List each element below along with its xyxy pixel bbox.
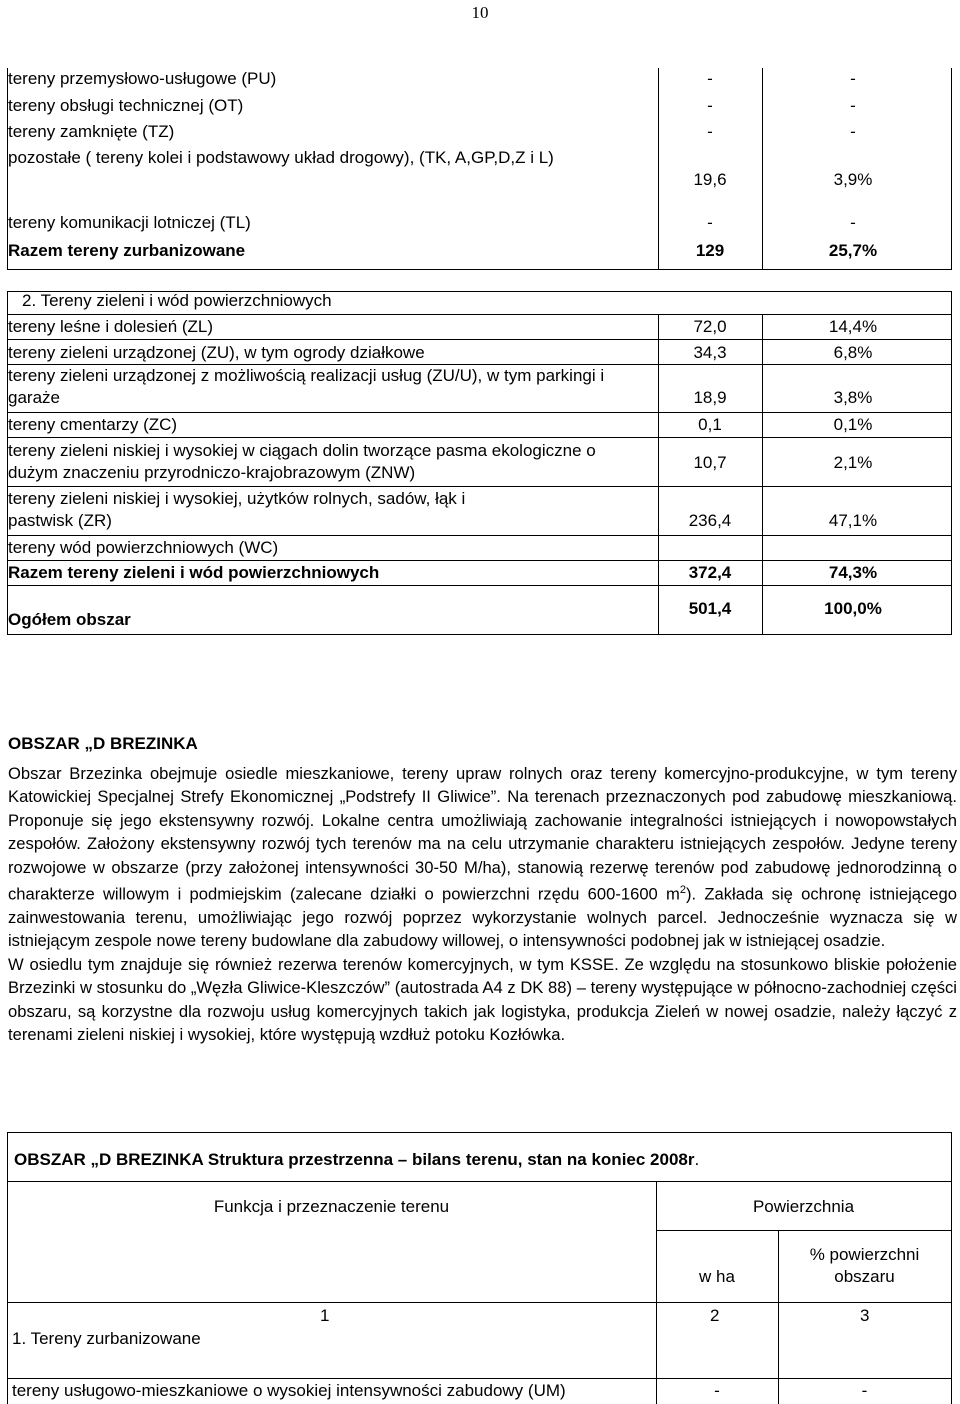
row-label: tereny wód powierzchniowych (WC) xyxy=(8,538,279,557)
group-heading: 2. Tereny zieleni i wód powierzchniowych xyxy=(22,291,332,310)
row-pct: 14,4% xyxy=(828,317,878,336)
row-ha: 10,7 xyxy=(693,453,727,472)
row-label: tereny usługowo-mieszkaniowe o wysokiej intensywności zabudowy (UM) xyxy=(12,1381,566,1400)
row-label: tereny leśne i dolesień (ZL) xyxy=(8,317,214,336)
row-ha: 19,6 xyxy=(693,170,727,189)
row-pct: 2,1% xyxy=(833,453,873,472)
header-pct: % powierzchni obszaru xyxy=(809,1245,920,1286)
table-border xyxy=(7,1132,8,1404)
table-border xyxy=(7,535,952,536)
row-pct: - xyxy=(850,69,856,88)
row-pct: 25,7% xyxy=(828,241,878,260)
row-pct: 3,9% xyxy=(833,170,873,189)
row-pct: 100,0% xyxy=(824,599,882,618)
row-ha: - xyxy=(707,69,713,88)
column-number: 3 xyxy=(860,1306,870,1325)
header-function: Funkcja i przeznaczenie terenu xyxy=(213,1197,450,1216)
row-ha: - xyxy=(707,96,713,115)
row-pct: 3,8% xyxy=(833,388,873,407)
row-label: tereny zamknięte (TZ) xyxy=(8,122,175,141)
table-border xyxy=(951,1132,952,1404)
table-border xyxy=(7,560,952,561)
table-border xyxy=(7,486,952,487)
row-pct: 74,3% xyxy=(828,563,878,582)
table-border xyxy=(7,1302,952,1303)
table-border xyxy=(762,314,763,635)
table-border xyxy=(7,634,952,635)
table-border xyxy=(951,68,952,270)
header-ha: w ha xyxy=(699,1267,735,1286)
table-border xyxy=(7,585,952,586)
row-label: tereny zieleni urządzonej z możliwością realizacji usług (ZU/U), w tym parkingi i garaże xyxy=(8,366,605,407)
row-label: pozostałe ( tereny kolei i podstawowy układ drogowy), (TK, A,GP,D,Z i L) xyxy=(8,148,554,167)
row-label: tereny przemysłowo-usługowe (PU) xyxy=(8,69,277,88)
table-title xyxy=(14,1149,944,1171)
section-heading: OBSZAR „D BREZINKA xyxy=(8,734,198,753)
paragraph xyxy=(8,762,957,953)
row-label: Ogółem obszar xyxy=(8,610,131,629)
table-border xyxy=(7,1378,952,1379)
row-ha: 34,3 xyxy=(693,343,727,362)
table-border xyxy=(7,437,952,438)
table-title-end: . xyxy=(694,1150,700,1169)
page-number: 10 xyxy=(471,3,489,22)
row-label: Razem tereny zurbanizowane xyxy=(8,241,246,260)
table-border xyxy=(7,269,952,270)
row-pct: 0,1% xyxy=(833,415,873,434)
section-body xyxy=(8,762,957,1046)
header-area: Powierzchnia xyxy=(752,1197,855,1216)
row-ha: - xyxy=(707,122,713,141)
row-ha: 372,4 xyxy=(688,563,732,582)
row-ha: 72,0 xyxy=(693,317,727,336)
row-ha: - xyxy=(714,1381,720,1400)
table-border xyxy=(951,291,952,635)
column-number: 2 xyxy=(710,1306,720,1325)
row-label: tereny cmentarzy (ZC) xyxy=(8,415,178,434)
row-label: tereny zieleni niskiej i wysokiej, użytków rolnych, sadów, łąk i pastwisk (ZR) xyxy=(8,489,466,530)
row-ha: 18,9 xyxy=(693,388,727,407)
paragraph: W osiedlu tym znajduje się również rezerwa terenów komercyjnych, w tym KSSE. Ze względu na stosunkowo bliskie położenie Brzezinki w stosunku do „Węzła Gliwice-Kleszczów” (autostrada A4 z DK 88) – tereny występujące w północno-zachodniej części obszaru, są korzystne dla rozwoju usług komercyjnych takich jak logistyka, produkcja Zieleń w nowej osadzie, należy łączyć z terenami zieleni niskiej i wysokiej, które występują wzdłuż potoku Kozłówka. xyxy=(8,954,957,1044)
row-ha: 0,1 xyxy=(698,415,722,434)
row-ha: 129 xyxy=(695,241,725,260)
superscript: 2 xyxy=(679,884,686,897)
row-label: tereny obsługi technicznej (OT) xyxy=(8,96,244,115)
table-border xyxy=(7,1181,952,1182)
row-label: tereny zieleni urządzonej (ZU), w tym ogrody działkowe xyxy=(8,343,425,362)
table-border xyxy=(7,314,952,315)
table-border xyxy=(7,412,952,413)
group-heading: 1. Tereny zurbanizowane xyxy=(12,1329,201,1348)
table-title-text: OBSZAR „D BREZINKA Struktura przestrzenna – bilans terenu, stan na koniec 2008r xyxy=(14,1150,695,1169)
row-pct: - xyxy=(861,1381,868,1400)
row-pct: - xyxy=(850,96,856,115)
row-ha: 501,4 xyxy=(688,599,732,618)
row-label: Razem tereny zieleni i wód powierzchniowych xyxy=(8,563,380,582)
row-label: tereny komunikacji lotniczej (TL) xyxy=(8,213,251,232)
table-border xyxy=(762,68,763,270)
row-label: tereny zieleni niskiej i wysokiej w ciągach dolin tworzące pasma ekologiczne o dużym znaczeniu przyrodniczo-krajobrazowym (ZNW) xyxy=(8,441,596,482)
paragraph-text: Obszar Brzezinka obejmuje osiedle mieszkaniowe, tereny upraw rolnych oraz tereny komercyjno-produkcyjne, w tym tereny Katowickiej Specjalnej Strefy Ekonomicznej „Podstrefy II Gliwice”. Na terenach przeznaczonych pod zabudowę mieszkaniową. Proponuje się jego ekstensywny rozwój. Lokalne centra umożliwiają zachowanie integralności istniejących i nowopowstałych zespołów. Założony ekstensywny rozwój tych terenów ma na celu utrzymanie charakteru istniejących zespołów. Jedyne tereny rozwojowe w obszarze (przy założonej intensywności 30-50 M/ha), stanowią rezerwę terenów pod zabudowę jednorodzinną o charakterze willowym i podmiejskim (zalecane działki o powierzchni rzędu 600-1600 m xyxy=(8,764,957,904)
row-pct: 47,1% xyxy=(828,511,878,530)
table-border xyxy=(7,1132,952,1133)
table-border xyxy=(7,339,952,340)
paragraph-text: ). Zakłada się ochronę istniejącego zainwestowania terenu, umożliwiając jego rozwój poprzez wykorzystanie wolnych parcel. Jednocześnie wyznacza się w istniejącym zespole nowe tereny budowlane dla zabudowy willowej, o intensywności podobnej jak w istniejącej osadzie. xyxy=(8,884,957,951)
row-ha: 236,4 xyxy=(688,511,732,530)
row-pct: - xyxy=(850,122,856,141)
row-pct: - xyxy=(850,213,856,232)
column-number: 1 xyxy=(320,1306,330,1325)
table-border xyxy=(656,1230,952,1231)
row-pct: 6,8% xyxy=(833,343,873,362)
row-ha: - xyxy=(707,213,713,232)
